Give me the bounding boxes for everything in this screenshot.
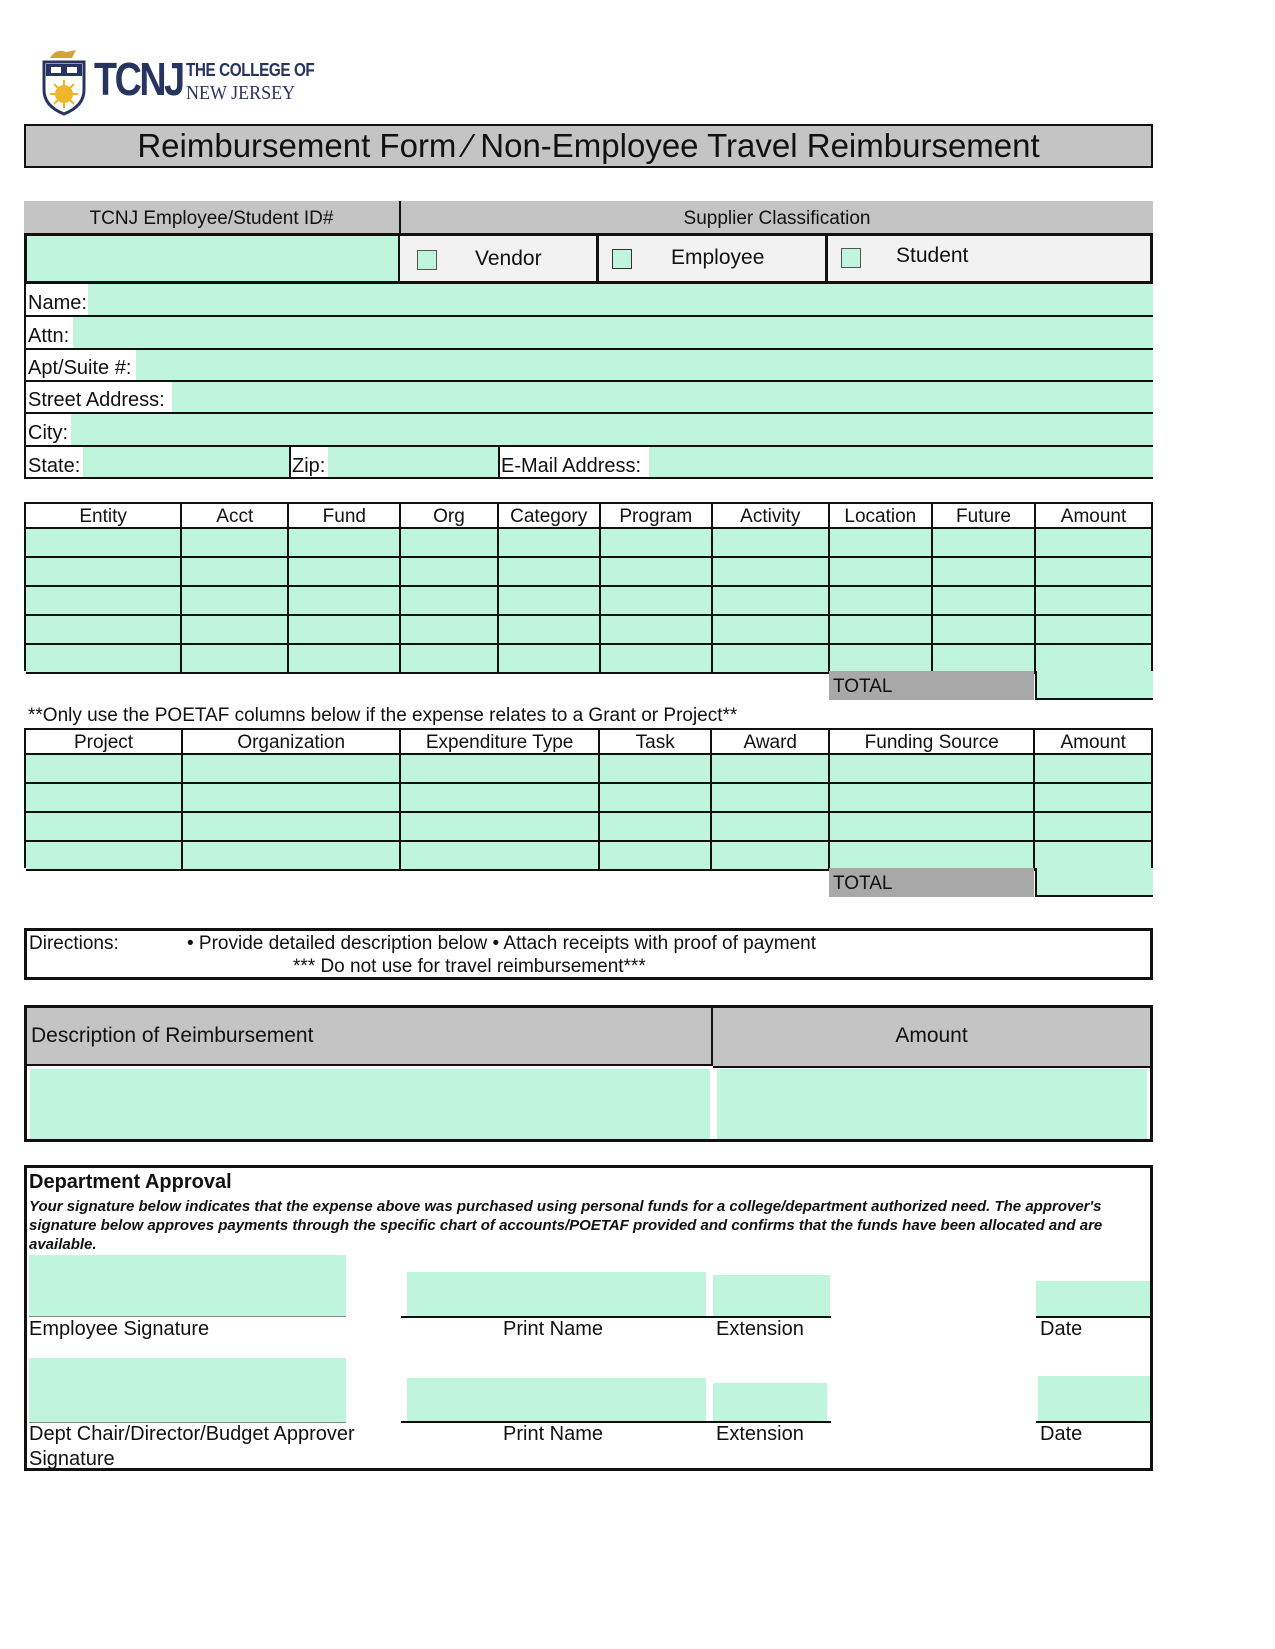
city-row xyxy=(24,414,1153,447)
coa-cell[interactable] xyxy=(26,616,182,645)
coa-row xyxy=(26,587,1153,616)
coa-cell[interactable] xyxy=(1036,558,1153,587)
street-row xyxy=(24,382,1153,414)
employee-label: Employee xyxy=(671,246,765,269)
poetaf-cell[interactable] xyxy=(1035,813,1153,842)
amount-header: Amount xyxy=(713,1008,1150,1068)
attn-input[interactable] xyxy=(73,317,1153,348)
employee-checkbox[interactable] xyxy=(612,249,632,269)
coa-cell[interactable] xyxy=(182,645,289,674)
poetaf-cell[interactable] xyxy=(600,755,713,784)
poetaf-cell[interactable] xyxy=(26,784,183,813)
extension-input-2[interactable] xyxy=(713,1383,827,1421)
directions-label: Directions: xyxy=(29,933,119,954)
coa-cell[interactable] xyxy=(499,587,601,616)
coa-cell[interactable] xyxy=(830,529,933,558)
coa-row xyxy=(26,616,1153,645)
print-name-label-1: Print Name xyxy=(503,1318,604,1340)
logo-line-2: NEW JERSEY xyxy=(186,82,296,104)
coa-cell[interactable] xyxy=(1036,587,1153,616)
poetaf-cell[interactable] xyxy=(600,813,713,842)
description-header: Description of Reimbursement xyxy=(27,1008,713,1066)
coa-cell[interactable] xyxy=(182,616,289,645)
extension-label-1: Extension xyxy=(716,1318,804,1340)
coa-cell[interactable] xyxy=(26,645,182,674)
print-name-label-2: Print Name xyxy=(503,1423,604,1445)
directions-line-1: • Provide detailed description below • Attach receipts with proof of payment xyxy=(187,933,817,954)
poetaf-header-project: Project xyxy=(26,730,183,755)
poetaf-cell[interactable] xyxy=(712,842,830,871)
street-label: Street Address: xyxy=(28,389,165,411)
poetaf-cell[interactable] xyxy=(830,842,1035,871)
poetaf-table xyxy=(24,728,1153,868)
coa-cell[interactable] xyxy=(601,645,713,674)
coa-cell[interactable] xyxy=(830,558,933,587)
coa-cell[interactable] xyxy=(401,587,498,616)
poetaf-cell[interactable] xyxy=(183,813,401,842)
coa-cell[interactable] xyxy=(26,587,182,616)
logo-abbreviation: TCNJ xyxy=(94,53,183,105)
approver-signature-label-2: Signature xyxy=(29,1448,115,1470)
coa-cell[interactable] xyxy=(933,645,1036,674)
form-title: Reimbursement Form ⁄ Non-Employee Travel Reimbursement xyxy=(24,124,1153,168)
supplier-header: Supplier Classification xyxy=(401,201,1153,233)
coa-row xyxy=(26,558,1153,587)
poetaf-cell[interactable] xyxy=(600,784,713,813)
coa-cell[interactable] xyxy=(289,587,401,616)
poetaf-cell[interactable] xyxy=(26,813,183,842)
coa-total-input[interactable] xyxy=(1035,671,1153,700)
coa-cell[interactable] xyxy=(601,529,713,558)
name-input[interactable] xyxy=(88,284,1153,315)
date-label-1: Date xyxy=(1040,1318,1083,1340)
poetaf-header-task: Task xyxy=(600,730,713,755)
poetaf-cell[interactable] xyxy=(183,784,401,813)
state-input[interactable] xyxy=(83,447,291,477)
state-label: State: xyxy=(28,455,81,477)
coa-header-fund: Fund xyxy=(289,504,401,529)
coa-header-category: Category xyxy=(499,504,601,529)
coa-cell[interactable] xyxy=(601,558,713,587)
coa-cell[interactable] xyxy=(830,587,933,616)
coa-cell[interactable] xyxy=(713,587,830,616)
directions-line-2: *** Do not use for travel reimbursement*** xyxy=(293,956,646,977)
coa-cell[interactable] xyxy=(1036,616,1153,645)
vendor-label: Vendor xyxy=(475,247,542,270)
coa-cell[interactable] xyxy=(713,558,830,587)
coa-cell[interactable] xyxy=(499,645,601,674)
poetaf-cell[interactable] xyxy=(712,755,830,784)
coa-cell[interactable] xyxy=(401,558,498,587)
coa-total-label: TOTAL xyxy=(829,671,1034,700)
poetaf-cell[interactable] xyxy=(830,813,1035,842)
college-logo xyxy=(36,44,326,116)
poetaf-cell[interactable] xyxy=(401,755,600,784)
date-input-2[interactable] xyxy=(1038,1376,1150,1421)
coa-cell[interactable] xyxy=(933,529,1036,558)
poetaf-cell[interactable] xyxy=(712,784,830,813)
coa-cell[interactable] xyxy=(182,529,289,558)
coa-cell[interactable] xyxy=(713,645,830,674)
coa-row xyxy=(26,529,1153,558)
name-row xyxy=(24,284,1153,317)
coa-cell[interactable] xyxy=(830,616,933,645)
name-label: Name: xyxy=(28,292,87,314)
coa-row xyxy=(26,645,1153,674)
coa-cell[interactable] xyxy=(713,529,830,558)
poetaf-total-label: TOTAL xyxy=(829,868,1034,897)
poetaf-cell[interactable] xyxy=(183,755,401,784)
print-name-input-1[interactable] xyxy=(407,1272,706,1317)
poetaf-cell[interactable] xyxy=(830,784,1035,813)
employee-signature-label: Employee Signature xyxy=(29,1318,210,1340)
coa-cell[interactable] xyxy=(401,645,498,674)
city-label: City: xyxy=(28,422,68,444)
vendor-option[interactable] xyxy=(401,236,599,281)
apt-label: Apt/Suite #: xyxy=(28,357,132,379)
coa-rows xyxy=(26,529,1153,674)
employee-option[interactable] xyxy=(599,236,828,281)
amount-input[interactable] xyxy=(717,1069,1147,1139)
date-input-1[interactable] xyxy=(1036,1281,1150,1316)
directions-box xyxy=(24,928,1153,980)
coa-cell[interactable] xyxy=(1036,529,1153,558)
approval-box xyxy=(24,1165,1153,1471)
poetaf-cell[interactable] xyxy=(1035,842,1153,871)
poetaf-cell[interactable] xyxy=(600,842,713,871)
student-option[interactable] xyxy=(828,236,1150,281)
logo-line-1: THE COLLEGE OF xyxy=(186,60,315,80)
college-seal-icon xyxy=(36,44,92,116)
coa-header-activity: Activity xyxy=(713,504,830,529)
date-label-2: Date xyxy=(1040,1423,1083,1445)
coa-cell[interactable] xyxy=(289,645,401,674)
description-input[interactable] xyxy=(30,1069,710,1139)
coa-header-amount: Amount xyxy=(1036,504,1153,529)
poetaf-header-amount: Amount xyxy=(1035,730,1153,755)
poetaf-cell[interactable] xyxy=(830,755,1035,784)
coa-cell[interactable] xyxy=(401,529,498,558)
email-input[interactable] xyxy=(649,447,1153,477)
attn-label: Attn: xyxy=(28,325,70,347)
poetaf-note: **Only use the POETAF columns below if the expense relates to a Grant or Project** xyxy=(28,705,738,726)
coa-cell[interactable] xyxy=(601,587,713,616)
poetaf-cell[interactable] xyxy=(401,842,600,871)
student-label: Student xyxy=(896,244,969,267)
poetaf-header-expenditure-type: Expenditure Type xyxy=(401,730,600,755)
state-zip-email-row xyxy=(24,447,1153,479)
coa-cell[interactable] xyxy=(1036,645,1153,674)
id-header: TCNJ Employee/Student ID# xyxy=(24,201,401,233)
apt-row xyxy=(24,350,1153,382)
approver-signature-label-1: Dept Chair/Director/Budget Approver xyxy=(29,1423,355,1445)
approval-title: Department Approval xyxy=(29,1171,232,1193)
coa-header-future: Future xyxy=(933,504,1036,529)
poetaf-row xyxy=(26,784,1153,813)
coa-cell[interactable] xyxy=(499,558,601,587)
poetaf-header-award: Award xyxy=(712,730,830,755)
coa-header-program: Program xyxy=(601,504,713,529)
coa-cell[interactable] xyxy=(182,587,289,616)
coa-cell[interactable] xyxy=(289,558,401,587)
coa-cell[interactable] xyxy=(933,587,1036,616)
poetaf-cell[interactable] xyxy=(1035,755,1153,784)
coa-table xyxy=(24,502,1153,671)
email-label: E-Mail Address: xyxy=(501,455,642,477)
coa-cell[interactable] xyxy=(830,645,933,674)
coa-header-entity: Entity xyxy=(26,504,182,529)
poetaf-cell[interactable] xyxy=(712,813,830,842)
coa-cell[interactable] xyxy=(289,616,401,645)
coa-cell[interactable] xyxy=(499,616,601,645)
poetaf-row xyxy=(26,813,1153,842)
apt-input[interactable] xyxy=(136,350,1153,380)
student-checkbox[interactable] xyxy=(841,248,861,268)
approver-signature-input[interactable] xyxy=(29,1358,346,1423)
employee-signature-input[interactable] xyxy=(29,1255,346,1317)
poetaf-total-input[interactable] xyxy=(1035,868,1153,897)
coa-cell[interactable] xyxy=(933,616,1036,645)
attn-row xyxy=(24,317,1153,350)
coa-header-acct: Acct xyxy=(182,504,289,529)
coa-cell[interactable] xyxy=(26,529,182,558)
poetaf-header-funding-source: Funding Source xyxy=(830,730,1035,755)
street-input[interactable] xyxy=(172,382,1153,412)
zip-input[interactable] xyxy=(328,447,500,477)
coa-cell[interactable] xyxy=(401,616,498,645)
approval-text: Your signature below indicates that the expense above was purchased using personal funds for a college/department authorized need. The approver's signature below approves payments through the specific chart of accounts/POETAF provided and confirms that the funds have been allocated and are available. xyxy=(29,1198,1103,1253)
coa-cell[interactable] xyxy=(499,529,601,558)
coa-header-org: Org xyxy=(401,504,498,529)
coa-header-location: Location xyxy=(830,504,933,529)
print-name-input-2[interactable] xyxy=(407,1378,706,1422)
poetaf-cell[interactable] xyxy=(401,813,600,842)
poetaf-cell[interactable] xyxy=(401,784,600,813)
coa-cell[interactable] xyxy=(182,558,289,587)
extension-label-2: Extension xyxy=(716,1423,804,1445)
coa-cell[interactable] xyxy=(289,529,401,558)
poetaf-row xyxy=(26,755,1153,784)
poetaf-row xyxy=(26,842,1153,871)
coa-cell[interactable] xyxy=(26,558,182,587)
poetaf-cell[interactable] xyxy=(26,842,183,871)
coa-cell[interactable] xyxy=(933,558,1036,587)
poetaf-header-organization: Organization xyxy=(183,730,401,755)
description-box xyxy=(24,1005,1153,1142)
coa-cell[interactable] xyxy=(601,616,713,645)
id-input[interactable] xyxy=(27,236,400,281)
vendor-checkbox[interactable] xyxy=(417,250,437,270)
poetaf-cell[interactable] xyxy=(1035,784,1153,813)
city-input[interactable] xyxy=(71,414,1153,445)
poetaf-cell[interactable] xyxy=(26,755,183,784)
poetaf-cell[interactable] xyxy=(183,842,401,871)
coa-cell[interactable] xyxy=(713,616,830,645)
zip-label: Zip: xyxy=(292,455,326,477)
extension-input-1[interactable] xyxy=(713,1275,830,1316)
